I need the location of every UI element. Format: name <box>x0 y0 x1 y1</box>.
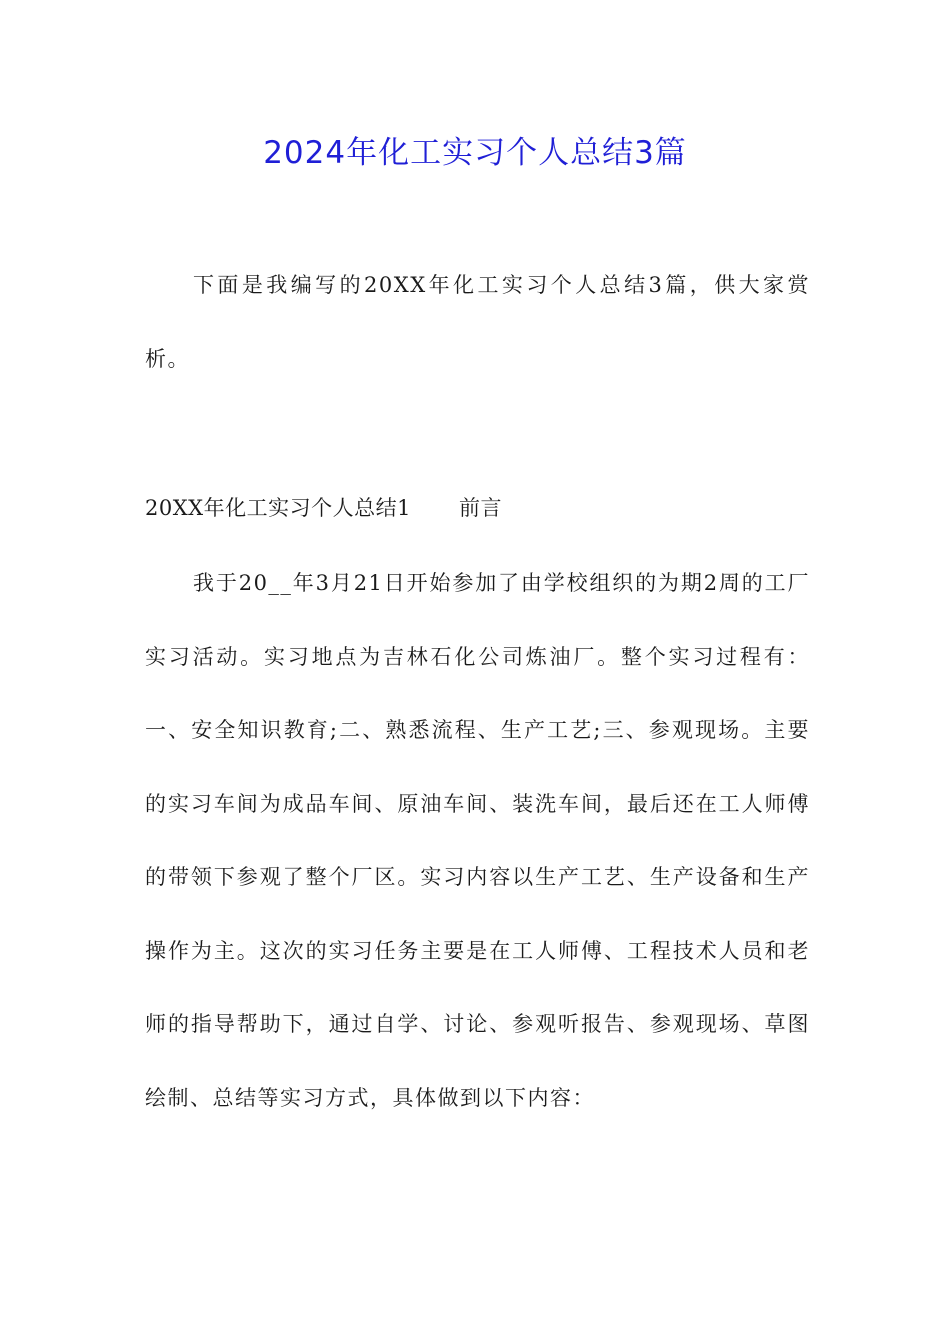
section-subtitle: 前言 <box>458 496 502 520</box>
section-title: 20XX年化工实习个人总结1 <box>145 496 411 520</box>
body-paragraph: 我于20__年3月21日开始参加了由学校组织的为期2周的工厂实习活动。实习地点为吉林石化公司炼油厂。整个实习过程有：一、安全知识教育;二、熟悉流程、生产工艺;三、参观现场。主要的实习车间为成品车间、原油车间、装洗车间，最后还在工人师傅的带领下参观了整个厂区。实习内容以生产工艺、生产设备和生产操作为主。这次的实习任务主要是在工人师傅、工程技术人员和老师的指导帮助下，通过自学、讨论、参观听报告、参观现场、草图绘制、总结等实习方式，具体做到以下内容： <box>145 571 810 1110</box>
document-title: 2024年化工实习个人总结3篇 <box>263 135 687 171</box>
section-heading <box>145 490 502 526</box>
intro-paragraph: 下面是我编写的20XX年化工实习个人总结3篇，供大家赏析。 <box>145 273 810 371</box>
